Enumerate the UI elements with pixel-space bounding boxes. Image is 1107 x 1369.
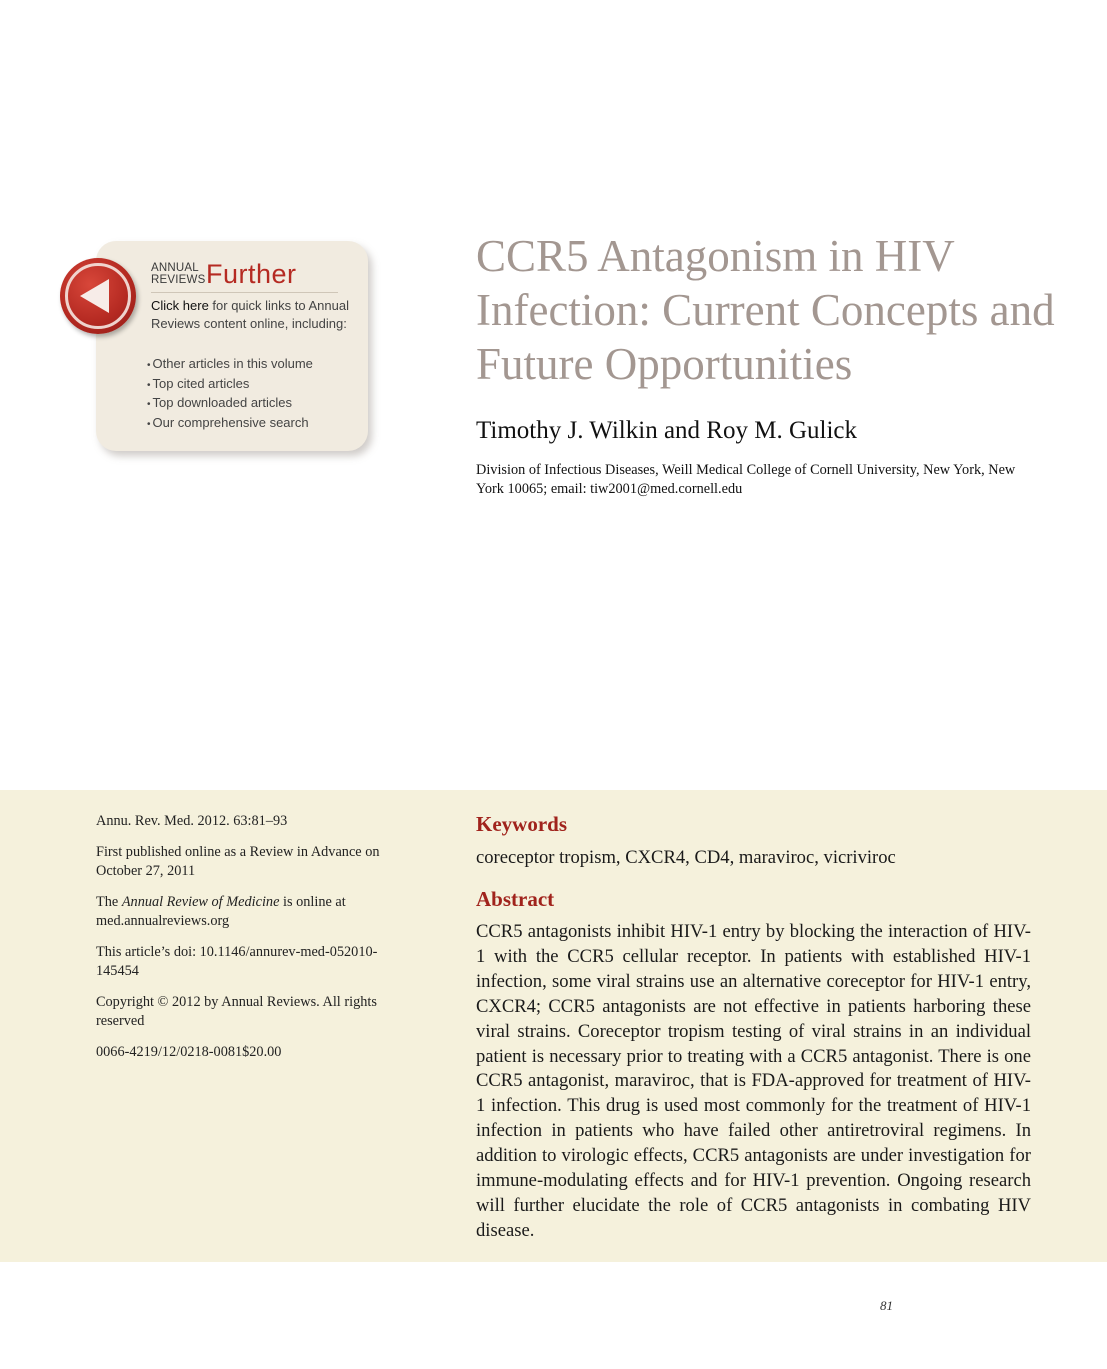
abstract-text: CCR5 antagonists inhibit HIV-1 entry by blocking the interaction of HIV-1 with the CCR5 cellular receptor. In patients with established HIV-1 infection, some viral strains use an alternative coreceptor for HIV-1 entry, CXCR4; CCR5 antagonists are not effective in patients harboring these viral strains. Coreceptor tropism testing of viral strains in an individual patient is necessary prior to treating with a CCR5 antagonist. There is one CCR5 antagonist, maraviroc, that is FDA-approved for treatment of HIV-1 infection. This drug is used most commonly for the treatment of HIV-1 infection in patients who have failed other antiretroviral regimens. In addition to virologic effects, CCR5 antagonists are under investigation for immune-modulating effects and for HIV-1 prevention. Ongoing research will further elucidate the role of CCR5 antagonists in combating HIV disease.	[476, 921, 1031, 1241]
online-suffix: is online at med.annualreviews.org	[96, 894, 346, 929]
reviews-label: REVIEWS	[151, 274, 206, 286]
citation: Annu. Rev. Med. 2012. 63:81–93	[96, 813, 288, 829]
copyright: Copyright © 2012 by Annual Reviews. All rights reserved	[96, 994, 377, 1029]
click-here-link[interactable]: Click here	[151, 298, 209, 313]
link-top-downloaded[interactable]: • Top downloaded articles	[147, 394, 313, 414]
further-description	[151, 297, 351, 332]
further-description-text: for quick links to Annual Reviews content online, including:	[151, 298, 349, 331]
article-authors: Timothy J. Wilkin and Roy M. Gulick	[476, 417, 857, 444]
first-published: First published online as a Review in Advance on October 27, 2011	[96, 844, 380, 879]
further-header	[151, 259, 341, 291]
further-links	[147, 355, 313, 433]
article-title: CCR5 Antagonism in HIV Infection: Current Concepts and Future Opportunities	[476, 231, 1055, 389]
online-prefix: The	[96, 894, 122, 910]
annual-label: ANNUAL	[151, 262, 199, 274]
doi: This article’s doi: 10.1146/annurev-med-052010-145454	[96, 944, 378, 979]
journal-name: Annual Review of Medicine	[121, 894, 280, 910]
author-affiliation: Division of Infectious Diseases, Weill Medical College of Cornell University, New York, New York 10065; email: tiw2001@med.cornell.edu	[476, 462, 1016, 497]
link-top-cited[interactable]: • Top cited articles	[147, 375, 313, 395]
link-other-articles[interactable]: • Other articles in this volume	[147, 355, 313, 375]
abstract-heading: Abstract	[476, 887, 555, 911]
further-divider	[151, 292, 338, 293]
back-arrow-icon[interactable]	[60, 258, 136, 334]
further-label: Further	[206, 259, 297, 289]
keywords-heading: Keywords	[476, 812, 567, 836]
page-number: 81	[880, 1298, 893, 1313]
journal-online-note	[96, 893, 416, 931]
issn: 0066-4219/12/0218-0081$20.00	[96, 1044, 282, 1060]
keywords-text: coreceptor tropism, CXCR4, CD4, maraviroc, vicriviroc	[476, 847, 896, 868]
link-comprehensive-search[interactable]: • Our comprehensive search	[147, 414, 313, 434]
article-metadata	[96, 812, 416, 1074]
